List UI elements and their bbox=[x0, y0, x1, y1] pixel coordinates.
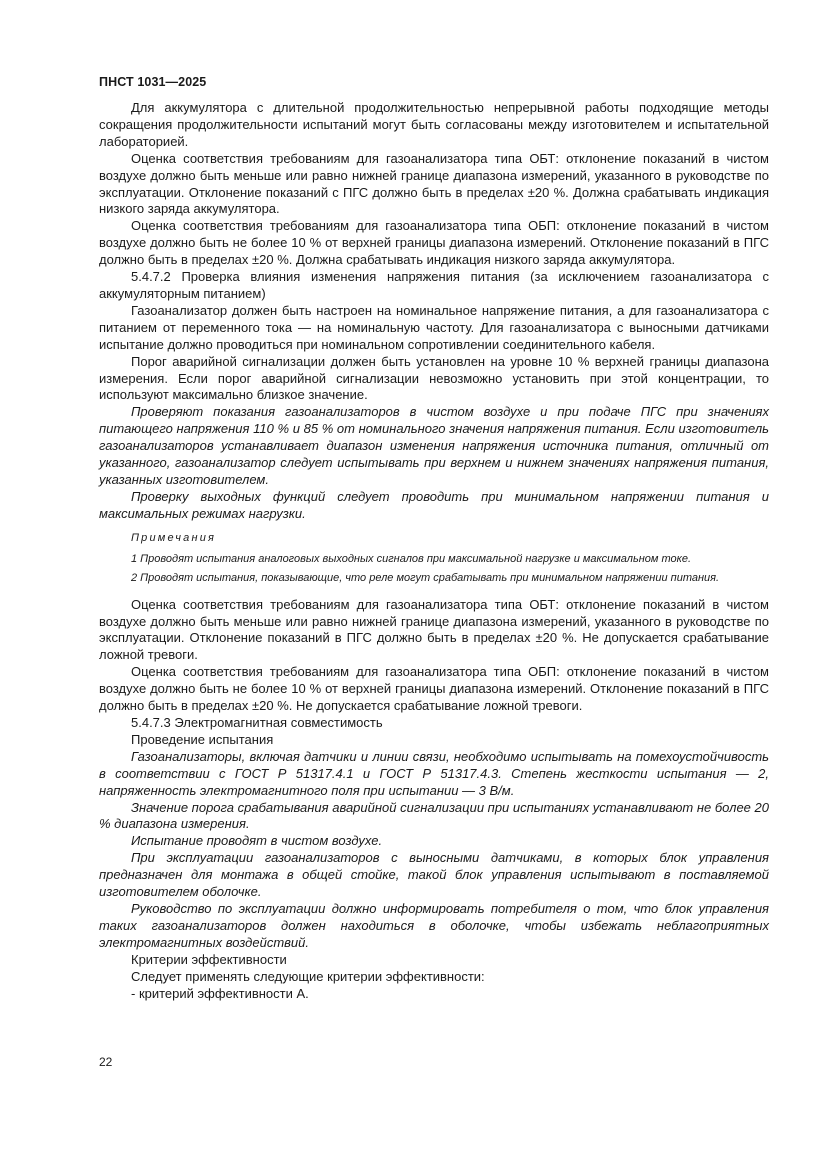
note-item: 1 Проводят испытания аналоговых выходных сигналов при максимальной нагрузке и максимальном токе. bbox=[131, 552, 692, 565]
document-body bbox=[99, 100, 769, 1002]
paragraph: Оценка соответствия требованиям для газоанализатора типа ОБП: отклонение показаний в чистом воздухе должно быть не более 10 % от верхней границы диапазона измерений. Отклонение показаний в ПГС должно быть в пределах ±20 %. Не допускается срабатывание ложной тревоги. bbox=[99, 664, 769, 714]
list-item: - критерий эффективности А. bbox=[131, 985, 309, 1001]
italic-paragraph: Руководство по эксплуатации должно информировать потребителя о том, что блок управления таких газоанализаторов должен находиться в оболочке, чтобы избежать неблагоприятных электромагнитных воздействий. bbox=[99, 900, 769, 950]
page-number: 22 bbox=[99, 1055, 113, 1069]
paragraph: Оценка соответствия требованиям для газоанализатора типа ОБТ: отклонение показаний в чистом воздухе должно быть меньше или равно нижней границе диапазона измерений, указанного в руководстве по эксплуатации. Отклонение показаний с ПГС должно быть в пределах ±20 %. Должна срабатывать индикация низкого заряда аккумулятора. bbox=[99, 150, 769, 217]
italic-paragraph: Значение порога срабатывания аварийной сигнализации при испытаниях устанавливают не более 20 % диапазона измерения. bbox=[99, 799, 769, 832]
subheading: Критерии эффективности bbox=[131, 951, 287, 967]
italic-paragraph: Испытание проводят в чистом воздухе. bbox=[131, 833, 383, 849]
paragraph: Для аккумулятора с длительной продолжительностью непрерывной работы подходящие методы сокращения продолжительности испытаний могут быть согласованы между изготовителем и испытательной лабораторией. bbox=[99, 100, 769, 149]
document-id: ПНСТ 1031—2025 bbox=[99, 75, 207, 89]
section-heading-5-4-7-3: 5.4.7.3 Электромагнитная совместимость bbox=[131, 715, 383, 730]
note-item: 2 Проводят испытания, показывающие, что реле могут срабатывать при минимальном напряжении питания. bbox=[131, 571, 720, 584]
italic-paragraph: Газоанализаторы, включая датчики и линии связи, необходимо испытывать на помехоустойчивость в соответствии с ГОСТ Р 51317.4.1 и ГОСТ Р 51317.4.3. Степень жесткости испытания — 2, напряженность электромагнитного поля при испытании — 3 В/м. bbox=[99, 748, 769, 798]
paragraph: Оценка соответствия требованиям для газоанализатора типа ОБП: отклонение показаний в чистом воздухе должно быть не более 10 % от верхней границы диапазона измерений. Отклонение показаний в ПГС должно быть в пределах ±20 %. Должна срабатывать индикация низкого заряда аккумулятора. bbox=[99, 218, 769, 268]
paragraph: Следует применять следующие критерии эффективности: bbox=[131, 968, 485, 984]
paragraph: Порог аварийной сигнализации должен быть установлен на уровне 10 % верхней границы диапазона измерения. Если порог аварийной сигнализации невозможно установить при этой концентрации, то используют максимально близкое значение. bbox=[99, 353, 769, 403]
italic-paragraph: Проверяют показания газоанализаторов в чистом воздухе и при подаче ПГС при значениях питающего напряжения 110 % и 85 % от номинального значения напряжения питания. Если изготовитель газоанализаторов устанавливает диапазон изменения напряжения источника питания, отличный от указанного, газоанализатор следует испытывать при верхнем и нижнем значениях напряжения питания, указанных изготовителем. bbox=[99, 404, 769, 487]
paragraph: Оценка соответствия требованиям для газоанализатора типа ОБТ: отклонение показаний в чистом воздухе должно быть меньше или равно нижней границе диапазона измерений, указанного в руководстве по эксплуатации. Отклонение показаний в ПГС должно быть в пределах ±20 %. Не допускается срабатывание ложной тревоги. bbox=[99, 596, 769, 663]
notes-title: Примечания bbox=[131, 531, 217, 544]
italic-paragraph: При эксплуатации газоанализаторов с выносными датчиками, в которых блок управления предназначен для монтажа в общей стойке, такой блок управления испытывают в поставляемой изготовителем оболочке. bbox=[99, 850, 769, 900]
paragraph: Газоанализатор должен быть настроен на номинальное напряжение питания, а для газоанализатора с питанием от переменного тока — на номинальную частоту. Для газоанализатора с выносными датчиками испытание должно проводиться при номинальном сопротивлении соединительного кабеля. bbox=[99, 302, 769, 352]
italic-paragraph: Проверку выходных функций следует проводить при минимальном напряжении питания и максимальных режимах нагрузки. bbox=[99, 488, 769, 521]
subheading: Проведение испытания bbox=[131, 731, 274, 747]
section-heading-5-4-7-2: 5.4.7.2 Проверка влияния изменения напряжения питания (за исключением газоанализатора с аккумуляторным питанием) bbox=[99, 269, 769, 301]
